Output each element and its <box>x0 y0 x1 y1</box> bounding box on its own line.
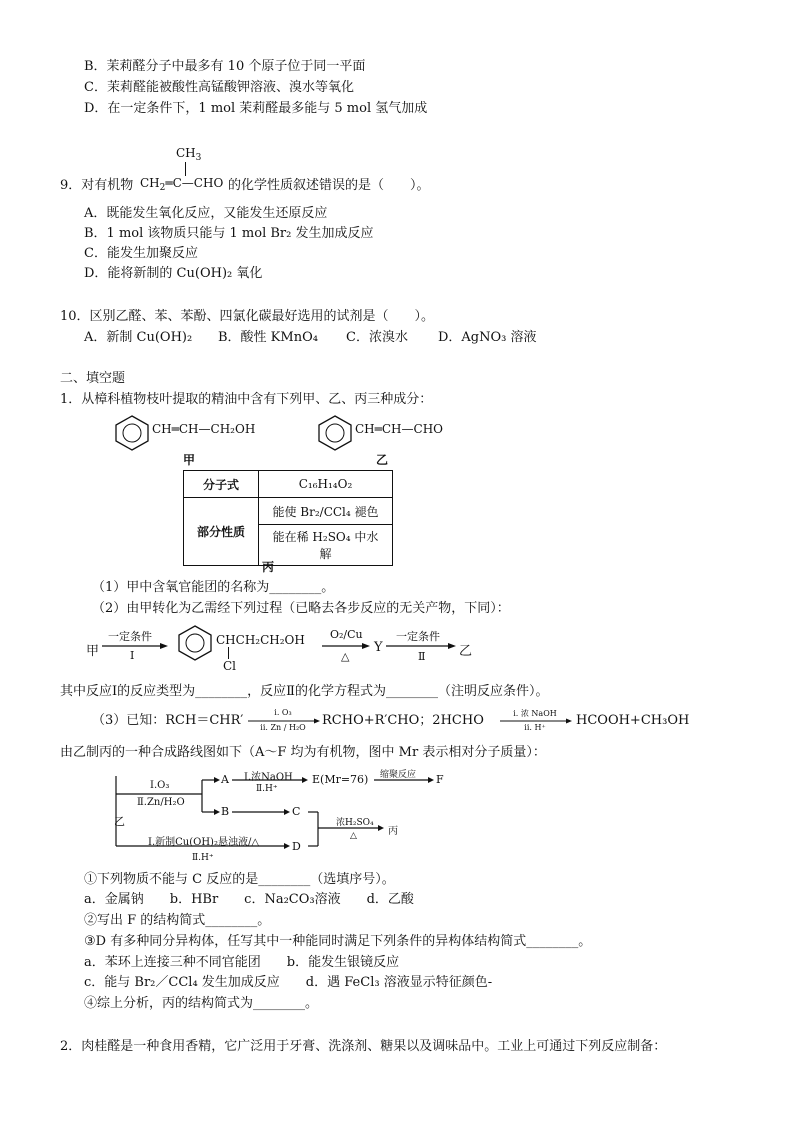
bing-properties-table <box>183 470 393 566</box>
table-value-property-1: 能使 Br₂/CCl₄ 褪色 <box>259 498 393 525</box>
question-circ3-a: a．苯环上连接三种不同官能团 b．能发生银镜反应 <box>84 955 400 970</box>
route-intro: 由乙制丙的一种合成路线图如下（A～F 均为有机物，图中 Mr 表示相对分子质量）： <box>60 745 546 760</box>
scheme1-cl: Cl <box>223 659 237 673</box>
q10-option-c: C．浓溴水 <box>346 330 408 345</box>
scheme1-cond2: O₂/Cu <box>330 628 363 641</box>
table-label-formula: 分子式 <box>184 471 259 498</box>
question-circ4: ④综上分析，丙的结构简式为________。 <box>84 996 319 1011</box>
jia-chain: CH═CH—CH₂OH <box>152 422 256 436</box>
route-b: B <box>221 805 230 818</box>
route-poly: 缩聚反应 <box>380 770 417 780</box>
q8-option-d: D．在一定条件下，1 mol 茉莉醛最多能与 5 mol 氢气加成 <box>84 101 428 116</box>
scheme1-cond3: 一定条件 <box>396 630 440 643</box>
q9-stem-suffix: 的化学性质叙述错误的是（ ）。 <box>228 178 430 193</box>
benzene-ring-yi <box>315 414 355 450</box>
route-o3: Ⅰ.O₃ <box>150 780 170 791</box>
sub3-end: HCOOH+CH₃OH <box>576 713 690 728</box>
q8-option-b: B．茉莉醛分子中最多有 10 个原子位于同一平面 <box>84 59 366 74</box>
sub3-cond-top: i. O₃ <box>274 708 292 717</box>
scheme1-cond1: 一定条件 <box>108 630 152 643</box>
scheme1-end: 乙 <box>459 644 473 659</box>
sub3-mid: RCHO+R′CHO；2HCHO <box>322 713 484 728</box>
table-value-formula: C₁₆H₁₄O₂ <box>259 471 393 498</box>
q9-option-b: B．1 mol 该物质只能与 1 mol Br₂ 发生加成反应 <box>84 226 374 241</box>
q10-stem: 10．区别乙醛、苯、苯酚、四氯化碳最好选用的试剂是（ ）。 <box>60 309 435 324</box>
route-e: E(Mr=76) <box>312 773 369 786</box>
benzene-ring-jia <box>112 414 152 450</box>
sub3-cond2-top: i. 浓 NaOH <box>513 709 557 718</box>
bing-label: 丙 <box>262 560 275 574</box>
question-circ3: ③D 有多种同分异构体，任写其中一种能同时满足下列条件的异构体结构简式________。 <box>84 934 592 949</box>
jia-label: 甲 <box>183 453 196 467</box>
sub3-cond-bottom: ii. Zn / H₂O <box>260 723 306 732</box>
q9-option-d: D．能将新制的 Cu(OH)₂ 氧化 <box>84 266 263 281</box>
q10-option-a: A．新制 Cu(OH)₂ <box>84 330 193 345</box>
q1-stem: 1．从樟科植物枝叶提取的精油中含有下列甲、乙、丙三种成分： <box>60 392 433 407</box>
route-c: C <box>292 805 301 818</box>
route-a-cond1: Ⅰ.浓NaOH <box>244 772 293 783</box>
scheme1-arrows <box>100 628 540 678</box>
route-cu-cond2: Ⅱ.H⁺ <box>192 853 214 863</box>
scheme1-y: Y <box>374 640 383 655</box>
route-h2so4: 浓H₂SO₄ <box>336 818 374 828</box>
scheme1-step1: Ⅰ <box>130 649 135 662</box>
question-circ2: ②写出 F 的结构简式________。 <box>84 913 271 928</box>
table-label-properties: 部分性质 <box>184 498 259 566</box>
scheme1-heat: △ <box>341 650 350 663</box>
q9-stem-prefix: 9．对有机物 <box>60 178 134 193</box>
route-cu-cond1: Ⅰ.新制Cu(OH)₂悬浊液/△ <box>148 837 260 848</box>
sub-question-1: （1）甲中含氧官能团的名称为________。 <box>92 580 335 595</box>
question-circ1: ①下列物质不能与 C 反应的是________（选填序号）。 <box>84 872 395 887</box>
sub3-cond2-bottom: ii. H⁺ <box>524 723 546 732</box>
route-a-cond2: Ⅱ.H⁺ <box>256 784 278 794</box>
route-a: A <box>221 773 229 786</box>
question-circ3-c: c．能与 Br₂／CCl₄ 发生加成反应 d．遇 FeCl₃ 溶液显示特征颜色- <box>84 975 493 990</box>
table-value-property-2: 能在稀 H₂SO₄ 中水解 <box>259 525 393 566</box>
yi-chain: CH═CH—CHO <box>355 422 444 436</box>
route-yi: 乙 <box>114 815 125 828</box>
section-heading: 二、填空题 <box>60 371 126 386</box>
route-heat: △ <box>350 831 357 841</box>
scheme1-start: 甲 <box>86 644 100 659</box>
q9-option-c: C．能发生加聚反应 <box>84 246 198 261</box>
sub-question-2: （2）由甲转化为乙需经下列过程（已略去各步反应的无关产物，下同）： <box>92 601 510 616</box>
route-d: D <box>292 840 301 853</box>
question-2-stem: 2．肉桂醛是一种食用香精，它广泛用于牙膏、洗涤剂、糖果以及调味品中。工业上可通过下列反应制备： <box>60 1039 667 1054</box>
question-circ1-options: a．金属钠 b．HBr c．Na₂CO₃溶液 d．乙酸 <box>84 892 414 907</box>
scheme1-step2: Ⅱ <box>418 650 426 663</box>
benzene-ring-scheme <box>175 624 215 660</box>
q10-option-d: D．AgNO₃ 溶液 <box>438 330 537 345</box>
route-bing: 丙 <box>388 826 398 837</box>
route-f: F <box>436 773 444 786</box>
yi-label: 乙 <box>376 453 389 467</box>
q9-option-a: A．既能发生氧化反应，又能发生还原反应 <box>84 206 328 221</box>
sub3-prefix: （3）已知：RCH＝CHR′ <box>92 713 244 728</box>
scheme1-cl-bond <box>228 647 229 659</box>
sub-question-2-text: 其中反应Ⅰ的反应类型为________，反应Ⅱ的化学方程式为________（注明反应条件）。 <box>60 684 549 699</box>
route-zn: Ⅱ.Zn/H₂O <box>137 797 185 808</box>
q8-option-c: C．茉莉醛能被酸性高锰酸钾溶液、溴水等氧化 <box>84 80 354 95</box>
q10-option-b: B．酸性 KMnO₄ <box>218 330 318 345</box>
scheme1-chain: CHCH₂CH₂OH <box>216 633 305 647</box>
